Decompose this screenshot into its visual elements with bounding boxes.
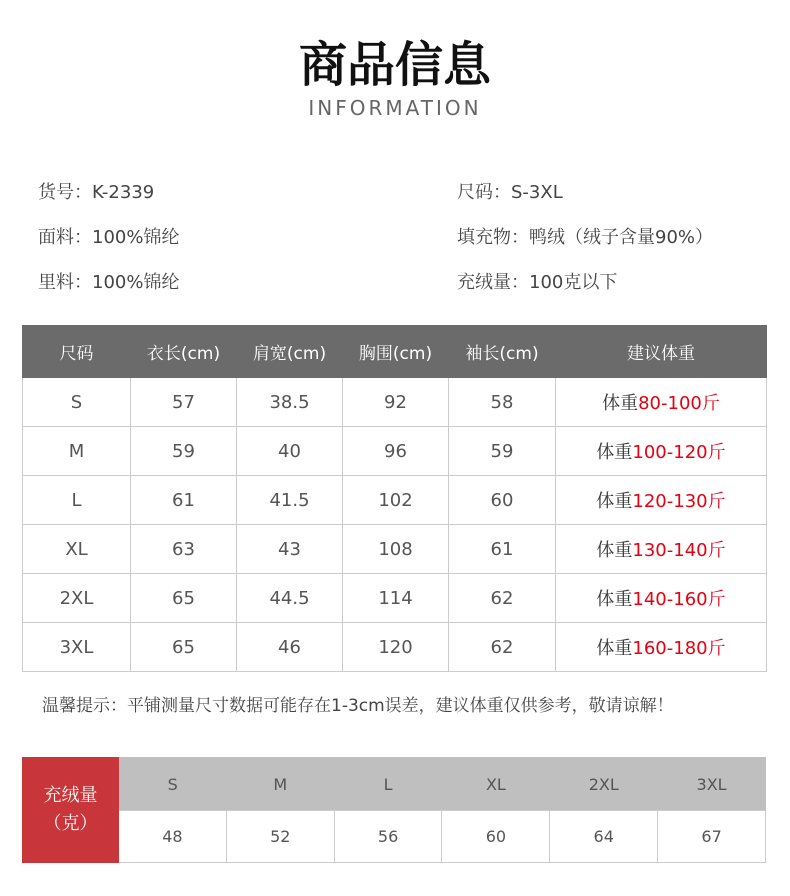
size-cell-length: 57	[131, 378, 237, 427]
weight-prefix: 体重	[596, 442, 633, 463]
fill-weight-size-cell: S	[119, 758, 227, 811]
size-cell-weight	[556, 378, 767, 427]
size-cell-length: 63	[131, 525, 237, 574]
fill-weight-size-cell: XL	[442, 758, 550, 811]
size-cell-shoulder: 40	[237, 427, 343, 476]
fill-weight-size-cell: M	[226, 758, 334, 811]
size-cell-sleeve: 62	[449, 574, 556, 623]
size-cell-chest: 108	[343, 525, 449, 574]
size-cell-weight	[556, 574, 767, 623]
size-cell-shoulder: 44.5	[237, 574, 343, 623]
size-cell-chest: 120	[343, 623, 449, 672]
size-chart-header-cell: 肩宽(cm)	[237, 326, 343, 378]
size-cell-size: 3XL	[23, 623, 131, 672]
size-cell-sleeve: 58	[449, 378, 556, 427]
spec-value: K-2339	[92, 182, 155, 203]
measurement-notice: 温馨提示：平铺测量尺寸数据可能存在1-3cm误差，建议体重仅供参考，敬请谅解！	[42, 696, 674, 716]
spec-label: 货号：	[38, 182, 92, 203]
fill-weight-label: 充绒量	[43, 785, 98, 806]
weight-range: 120-130斤	[632, 491, 726, 512]
size-cell-size: 2XL	[23, 574, 131, 623]
size-cell-chest: 92	[343, 378, 449, 427]
size-chart-header-cell: 建议体重	[556, 326, 767, 378]
fill-weight-value-cell: 64	[550, 811, 658, 863]
spec-filling	[457, 225, 713, 251]
size-cell-shoulder: 38.5	[237, 378, 343, 427]
fill-weight-value-cell: 52	[226, 811, 334, 863]
size-chart-row	[23, 378, 767, 427]
spec-label: 填充物：	[457, 227, 529, 248]
spec-fabric	[38, 225, 179, 251]
size-cell-length: 65	[131, 574, 237, 623]
weight-range: 140-160斤	[632, 589, 726, 610]
weight-prefix: 体重	[596, 491, 633, 512]
size-chart-table	[22, 325, 767, 672]
fill-weight-header-row	[23, 758, 766, 811]
size-cell-length: 59	[131, 427, 237, 476]
weight-range: 100-120斤	[632, 442, 726, 463]
size-cell-weight	[556, 525, 767, 574]
spec-value: 100%锦纶	[92, 227, 180, 248]
weight-prefix: 体重	[602, 393, 639, 414]
spec-value: 100%锦纶	[92, 272, 180, 293]
fill-weight-value-cell: 67	[658, 811, 766, 863]
fill-weight-unit: （克）	[43, 813, 98, 834]
size-cell-chest: 114	[343, 574, 449, 623]
weight-range: 160-180斤	[632, 638, 726, 659]
weight-prefix: 体重	[596, 589, 633, 610]
size-cell-size: S	[23, 378, 131, 427]
fill-weight-size-cell: 2XL	[550, 758, 658, 811]
size-cell-size: XL	[23, 525, 131, 574]
size-cell-sleeve: 59	[449, 427, 556, 476]
size-chart-header-cell: 胸围(cm)	[343, 326, 449, 378]
spec-label: 里料：	[38, 272, 92, 293]
size-cell-chest: 96	[343, 427, 449, 476]
size-chart-row	[23, 525, 767, 574]
size-cell-weight	[556, 476, 767, 525]
size-cell-sleeve: 62	[449, 623, 556, 672]
weight-range: 80-100斤	[638, 393, 720, 414]
size-cell-size: M	[23, 427, 131, 476]
size-chart-header-cell: 衣长(cm)	[131, 326, 237, 378]
size-cell-chest: 102	[343, 476, 449, 525]
size-cell-length: 65	[131, 623, 237, 672]
spec-item-number	[38, 180, 154, 206]
fill-weight-size-cell: 3XL	[658, 758, 766, 811]
fill-weight-label-cell	[23, 758, 119, 863]
size-chart-row	[23, 623, 767, 672]
size-chart-body	[23, 378, 767, 672]
fill-weight-value-row	[23, 811, 766, 863]
fill-weight-value-cell: 56	[334, 811, 442, 863]
size-chart-header-row	[23, 326, 767, 378]
spec-size-range	[457, 180, 563, 206]
size-cell-shoulder: 41.5	[237, 476, 343, 525]
size-chart-row	[23, 476, 767, 525]
size-cell-sleeve: 61	[449, 525, 556, 574]
weight-range: 130-140斤	[632, 540, 726, 561]
spec-value: 鸭绒（绒子含量90%）	[529, 227, 714, 248]
size-cell-weight	[556, 427, 767, 476]
size-chart-row	[23, 427, 767, 476]
spec-value: S-3XL	[511, 182, 563, 203]
fill-weight-value-cell: 60	[442, 811, 550, 863]
size-cell-shoulder: 43	[237, 525, 343, 574]
fill-weight-size-cell: L	[334, 758, 442, 811]
size-chart-row	[23, 574, 767, 623]
size-chart-header-cell: 尺码	[23, 326, 131, 378]
size-cell-shoulder: 46	[237, 623, 343, 672]
weight-prefix: 体重	[596, 638, 633, 659]
spec-lining	[38, 270, 179, 296]
fill-weight-table	[22, 757, 766, 863]
size-chart-header-cell: 袖长(cm)	[449, 326, 556, 378]
spec-label: 充绒量：	[457, 272, 529, 293]
size-cell-weight	[556, 623, 767, 672]
size-cell-length: 61	[131, 476, 237, 525]
fill-weight-value-cell: 48	[119, 811, 227, 863]
weight-prefix: 体重	[596, 540, 633, 561]
page-title: 商品信息	[298, 37, 491, 93]
spec-value: 100克以下	[529, 272, 618, 293]
spec-fill-weight	[457, 270, 617, 296]
size-cell-sleeve: 60	[449, 476, 556, 525]
spec-label: 面料：	[38, 227, 92, 248]
size-cell-size: L	[23, 476, 131, 525]
page-subtitle: INFORMATION	[308, 96, 482, 120]
spec-label: 尺码：	[457, 182, 511, 203]
